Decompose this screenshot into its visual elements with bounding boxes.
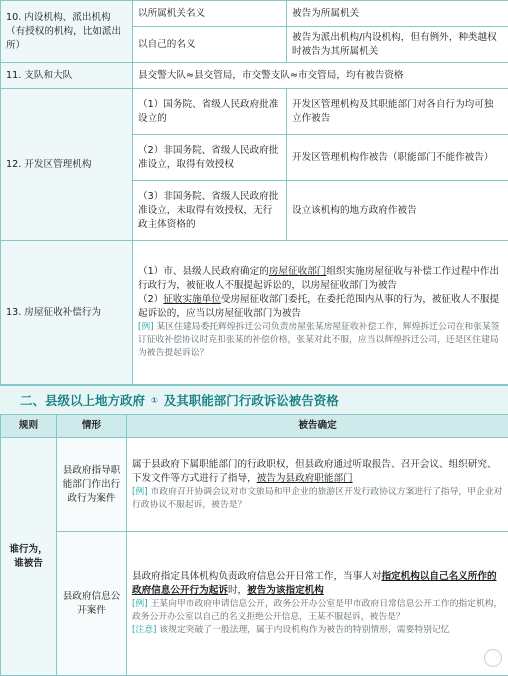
table-header-row: [1, 415, 508, 438]
paragraph: （2）征收实施单位受房屋征收部门委托，在委托范围内从事的行为，被征收人不服提起诉讼的，应当以房屋征收部门为被告: [138, 293, 503, 321]
underlined-term: 被告为县政府职能部门: [257, 473, 353, 484]
attention-note: [注意] 该规定突破了一般法理，属于内设机构作为被告的特别情形，需要特别记忆: [132, 624, 503, 637]
table-cell: 以自己的名义: [133, 27, 287, 63]
table-cell: 县交警大队≈县交管局，市交警支队≈市交管局，均有被告资格: [133, 63, 508, 89]
table-row: [1, 241, 508, 385]
example-tag: [例]: [132, 599, 148, 609]
row-label: 13. 房屋征收补偿行为: [1, 241, 133, 385]
situation-cell: 县政府指导职能部门作出行政行为案件: [57, 438, 127, 532]
underlined-term: 被告为该指定机构: [247, 585, 324, 596]
attention-tag: [注意]: [132, 625, 156, 635]
row-label: 12. 开发区管理机构: [1, 89, 133, 241]
underlined-term: 指定机构以自己名义所作的政府信息公开行为起诉: [132, 571, 497, 596]
table-cell: （1）国务院、省级人民政府批准设立的: [133, 89, 287, 135]
table-row: [1, 63, 508, 89]
table-cell: [127, 532, 508, 676]
column-header: 被告确定: [127, 415, 508, 438]
table-row: [1, 532, 508, 676]
example-tag: [例]: [132, 487, 148, 497]
rule-cell: 谁行为，谁被告: [1, 438, 57, 676]
example-note: [例] 王某向甲市政府申请信息公开，政务公开办公室是甲市政府日常信息公开工作的指定机构，政务公开办公室以自己的名义拒绝公开信息，王某不服起诉，被告是？: [132, 598, 503, 624]
column-header: 情形: [57, 415, 127, 438]
table-cell: [133, 241, 508, 385]
table-row: [1, 89, 508, 135]
example-note: [例] 某区住建局委托辉煌拆迁公司负责房屋张某房屋征收补偿工作，辉煌拆迁公司在和张某签订征收补偿协议时克扣张某的补偿价格，张某对此不服，应当以辉煌拆迁公司，还是区住建局为被告提起诉讼？: [138, 321, 503, 360]
table-cell: （2）非国务院、省级人民政府批准设立，取得有效授权: [133, 135, 287, 181]
watermark-icon: [484, 649, 502, 667]
table-cell: （3）非国务院、省级人民政府批准设立，未取得有效授权，无行政主体资格的: [133, 181, 287, 241]
table-row: [1, 438, 508, 532]
paragraph: 属于县政府下属职能部门的行政职权，但县政府通过听取报告、召开会议、组织研究、下发文件等方式进行了指导，被告为县政府职能部门: [132, 458, 503, 486]
paragraph: 县政府指定具体机构负责政府信息公开日常工作，当事人对指定机构以自己名义所作的政府信息公开行为起诉时，被告为该指定机构: [132, 570, 503, 598]
underlined-term: 征收实施单位: [163, 294, 221, 305]
underlined-term: 房屋征收部门: [269, 266, 327, 277]
table-cell: 被告为派出机构/内设机构，但有例外，种类越权时被告为其所属机关: [287, 27, 508, 63]
table-cell: 被告为所属机关: [287, 1, 508, 27]
footnote-marker: ①: [151, 396, 158, 405]
table-row: [1, 1, 508, 27]
table-cell: [127, 438, 508, 532]
table-cell: 设立该机构的地方政府作被告: [287, 181, 508, 241]
situation-cell: 县政府信息公开案件: [57, 532, 127, 676]
defendant-table-part2: [0, 414, 508, 676]
example-tag: [例]: [138, 322, 154, 332]
table-cell: 开发区管理机构及其职能部门对各自行为均可独立作被告: [287, 89, 508, 135]
paragraph: （1）市、县级人民政府确定的房屋征收部门组织实施房屋征收与补偿工作过程中作出行政行为，被征收人不服提起诉讼的，以房屋征收部门为被告: [138, 265, 503, 293]
table-cell: 开发区管理机构作被告（职能部门不能作被告）: [287, 135, 508, 181]
row-label: 10. 内设机构、派出机构（有授权的机构，比如派出所）: [1, 1, 133, 63]
row-label: 11. 支队和大队: [1, 63, 133, 89]
section-title: 二、县级以上地方政府 ① 及其职能部门行政诉讼被告资格: [0, 385, 508, 414]
example-note: [例] 市政府召开协调会议对市文旅局和甲企业的旅游区开发行政协议方案进行了指导，甲企业对行政协议不服起诉，被告是？: [132, 486, 503, 512]
column-header: 规则: [1, 415, 57, 438]
table-cell: 以所属机关名义: [133, 1, 287, 27]
